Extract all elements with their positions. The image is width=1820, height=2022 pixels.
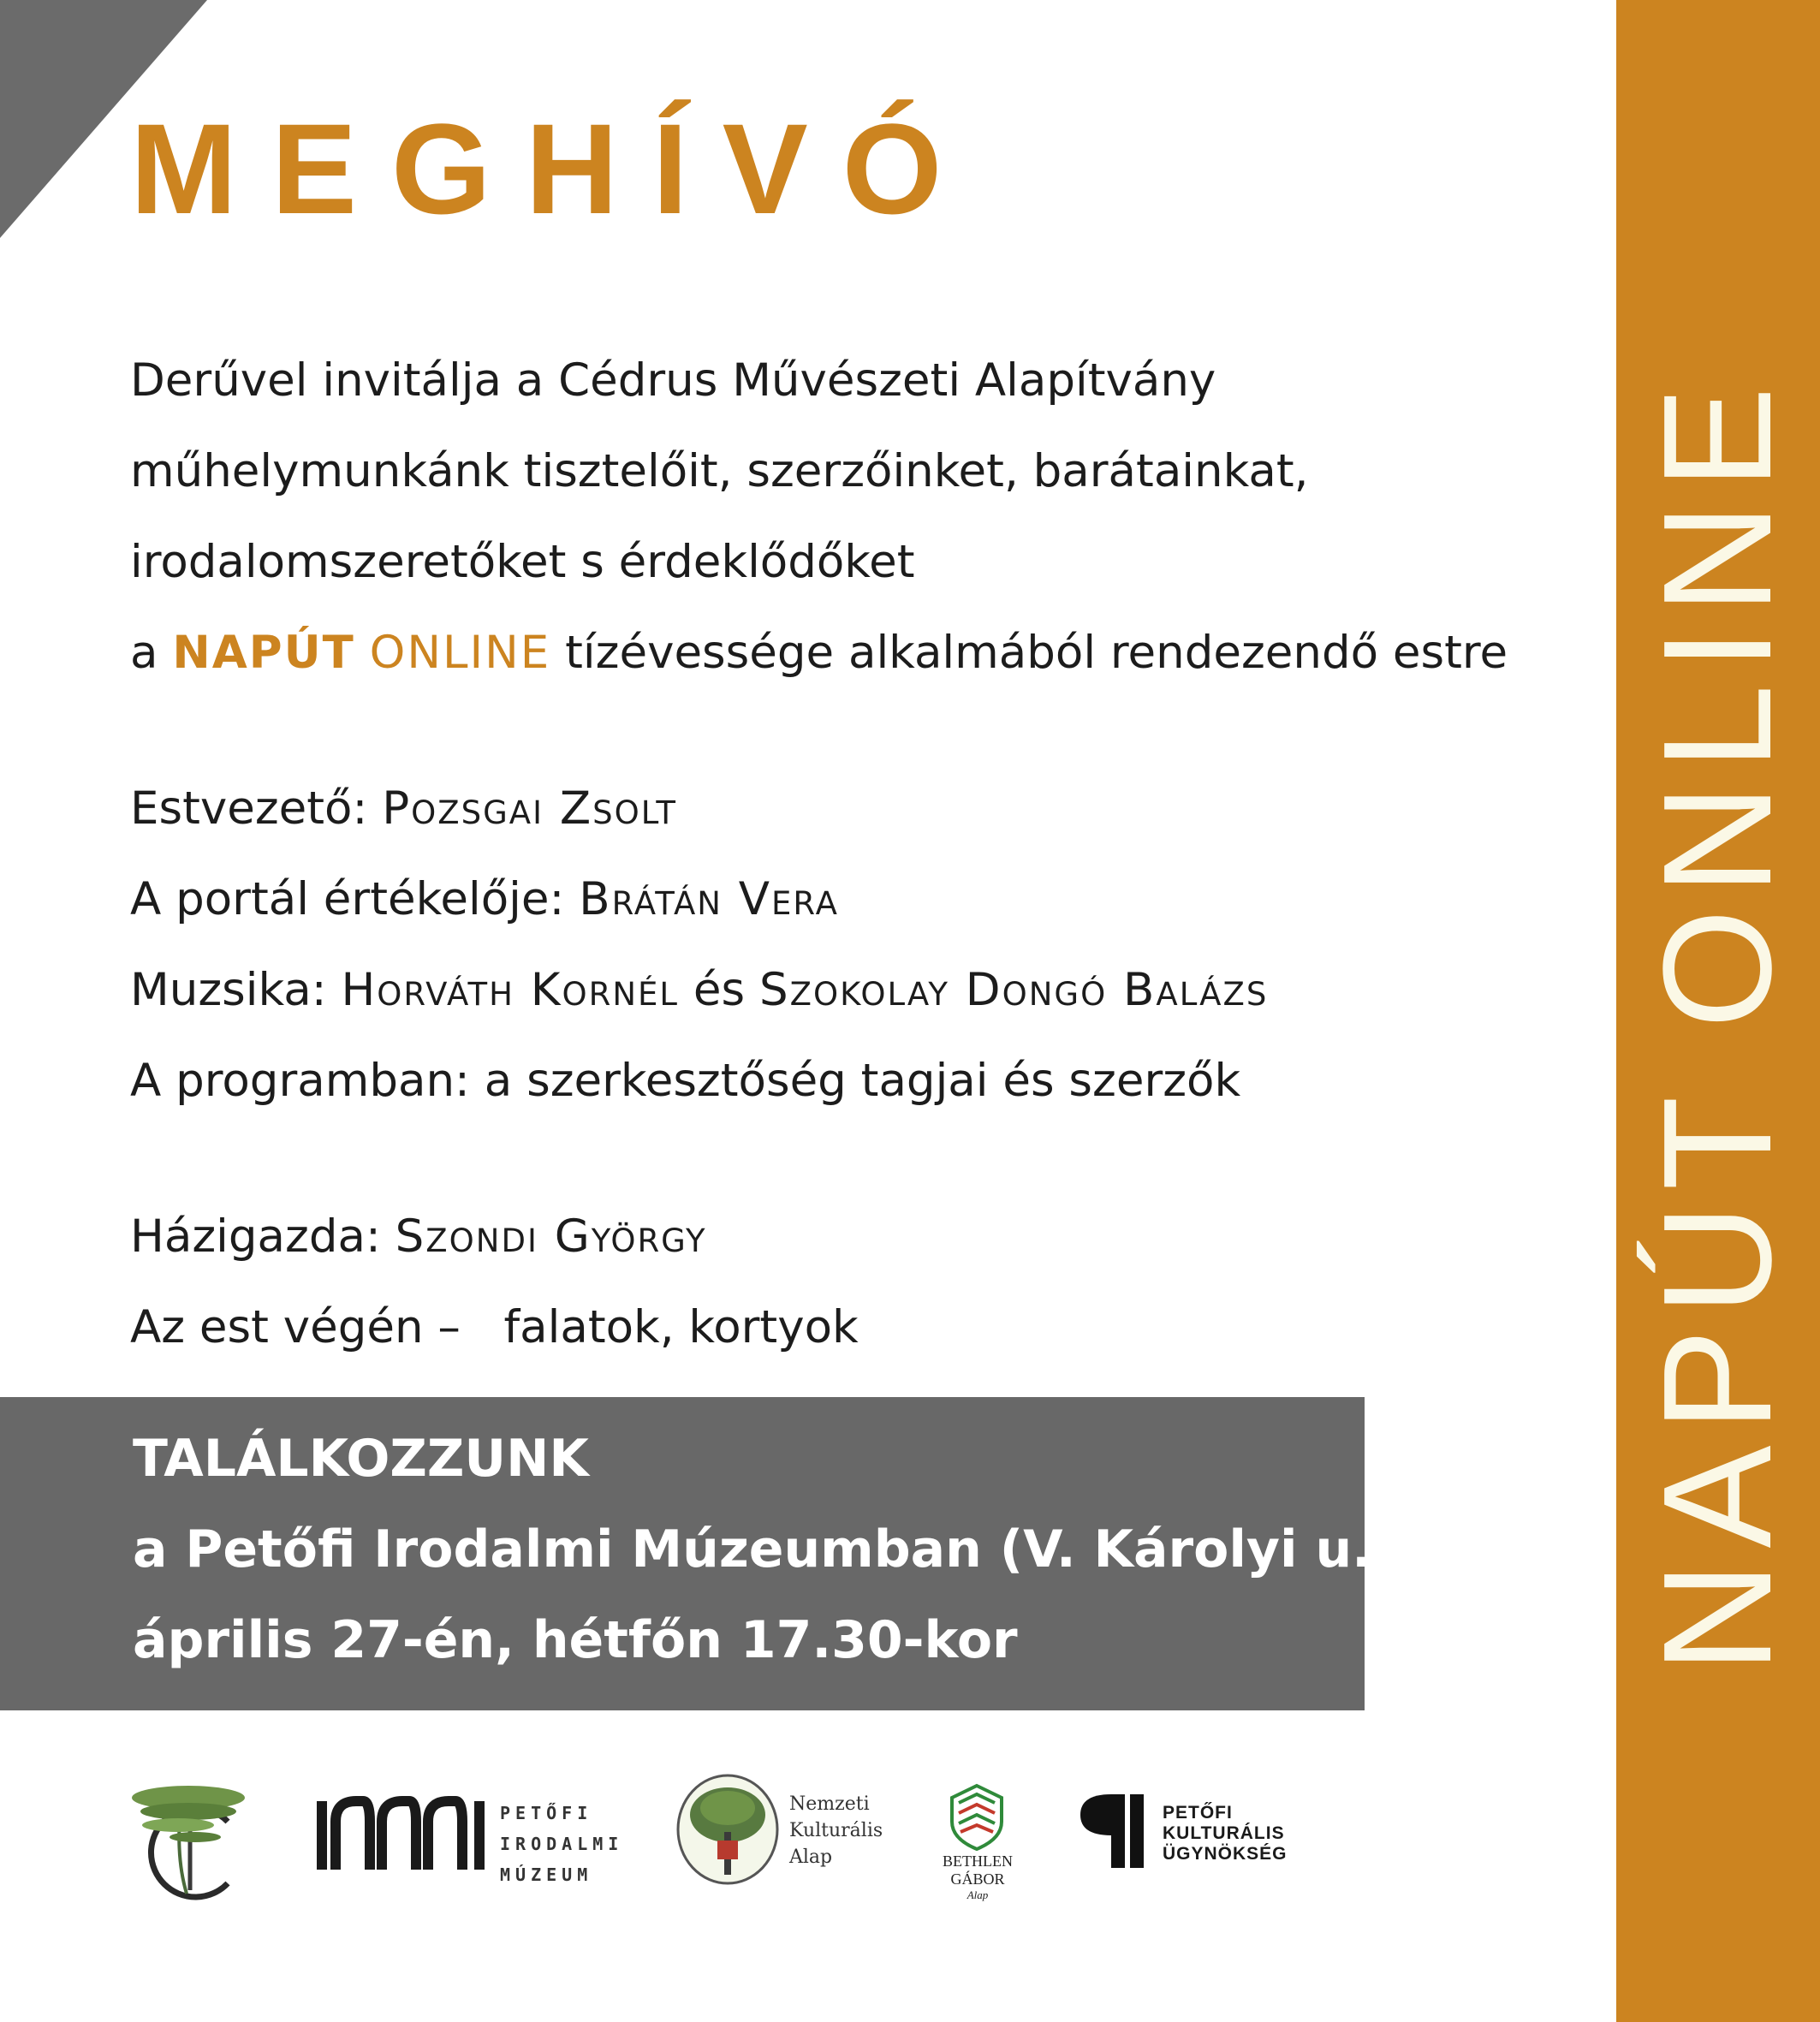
housekeeper-label: Házigazda: [130,1210,381,1263]
nka-logo-text: Nemzeti Kulturális Alap [789,1793,883,1868]
naput-word: NAPÚT [172,627,355,679]
pku-logo-text: PETŐFI KULTURÁLIS ÜGYNÖKSÉG [1163,1803,1288,1864]
intro-prefix: a [130,627,158,679]
music-label: Muzsika: [130,964,327,1016]
intro-line-3: irodalomszeretőket s érdeklődőket [130,536,915,588]
music-name-1: Horváth Kornél [341,964,680,1016]
meeting-box [0,1397,1504,1710]
online-word: ONLINE [369,627,551,679]
housekeeper-name: Szondi György [395,1210,707,1263]
music-name-2: Szokolay Dongó Balázs [758,964,1269,1016]
side-banner-text: NAPÚT ONLINE [1632,372,1804,1674]
meeting-headline: TALÁLKOZZUNK [133,1429,589,1489]
side-banner [1616,0,1820,2022]
pim-logo-icon [317,1796,488,1875]
intro-line-1: Derűvel invitálja a Cédrus Művészeti Alapítvány [130,354,1216,407]
meeting-location: a Petőfi Irodalmi Múzeumban (V. Károlyi u. 16.) [133,1519,1504,1579]
meeting-time: április 27-én, hétfőn 17.30-kor [133,1610,1018,1670]
cedrus-logo-icon [127,1782,248,1900]
sponsor-logos [0,1763,1616,1935]
pim-logo-text: PETŐFI IRODALMI MÚZEUM [500,1803,624,1885]
host-name: Pozsgai Zsolt [382,782,677,835]
intro-line-4 [130,627,1508,679]
intro-line-2: műhelymunkánk tisztelőit, szerzőinket, barátainkat, [130,445,1309,497]
bethlen-gabor-shield-icon [949,1782,1005,1851]
bethlen-gabor-logo-text: BETHLEN GÁBOR Alap [943,1853,1013,1901]
nka-tree-logo-icon [675,1772,781,1887]
end-line: Az est végén – falatok, kortyok [130,1301,859,1353]
evaluator-line [130,873,839,925]
page-title: MEGHÍVÓ [130,97,977,241]
host-line [130,782,677,835]
host-label: Estvezető: [130,782,368,835]
housekeeper-line [130,1210,707,1263]
evaluator-label: A portál értékelője: [130,873,565,925]
pku-logo-icon [1080,1793,1149,1870]
program-line: A programban: a szerkesztőség tagjai és szerzők [130,1055,1241,1107]
intro-suffix: tízévessége alkalmából rendezendő estre [565,627,1508,679]
evaluator-name: Brátán Vera [579,873,839,925]
music-line [130,964,1269,1016]
music-and: és [693,964,746,1016]
